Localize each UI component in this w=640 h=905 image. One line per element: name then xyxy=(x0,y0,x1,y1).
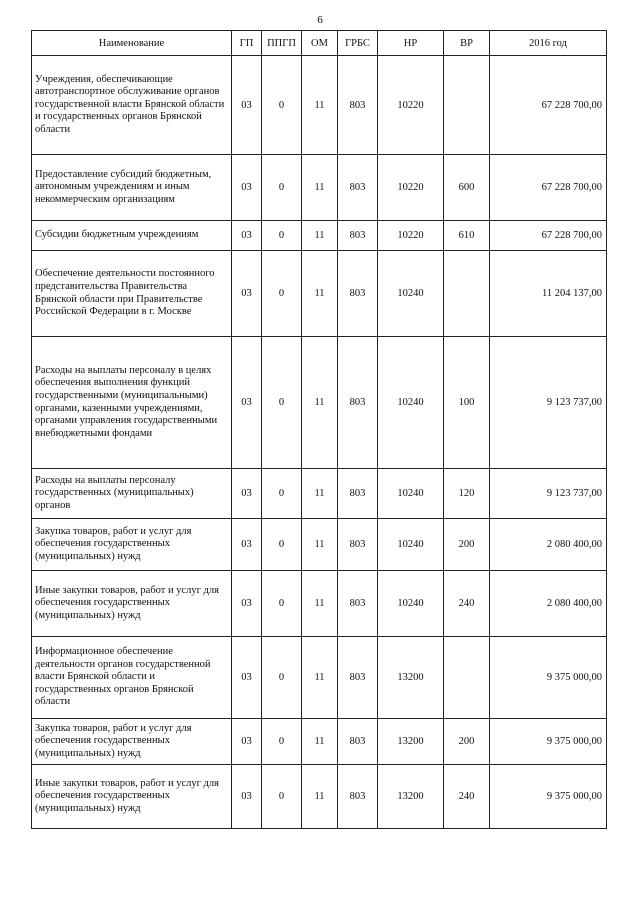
row-grbs: 803 xyxy=(338,469,378,519)
row-vr xyxy=(444,56,490,155)
row-nr: 13200 xyxy=(378,637,444,719)
row-om: 11 xyxy=(302,519,338,571)
row-ppgp: 0 xyxy=(262,469,302,519)
table-row xyxy=(32,519,607,571)
column-header-vr: ВР xyxy=(444,31,490,56)
row-om: 11 xyxy=(302,155,338,221)
row-amount: 9 375 000,00 xyxy=(490,719,607,765)
row-amount: 9 123 737,00 xyxy=(490,337,607,469)
row-amount: 9 375 000,00 xyxy=(490,765,607,829)
row-grbs: 803 xyxy=(338,765,378,829)
row-gp: 03 xyxy=(232,251,262,337)
row-ppgp: 0 xyxy=(262,571,302,637)
row-vr: 120 xyxy=(444,469,490,519)
row-name: Информационное обеспечение деятельности органов государственной власти Брянской области и государственных органов Брянской области xyxy=(32,637,232,719)
row-ppgp: 0 xyxy=(262,637,302,719)
row-grbs: 803 xyxy=(338,221,378,251)
row-nr: 10240 xyxy=(378,571,444,637)
row-nr: 10240 xyxy=(378,469,444,519)
row-grbs: 803 xyxy=(338,571,378,637)
page-number: 6 xyxy=(317,14,323,26)
row-name: Закупка товаров, работ и услуг для обеспечения государственных (муниципальных) нужд xyxy=(32,519,232,571)
row-grbs: 803 xyxy=(338,637,378,719)
row-ppgp: 0 xyxy=(262,251,302,337)
row-ppgp: 0 xyxy=(262,337,302,469)
row-vr: 200 xyxy=(444,519,490,571)
row-vr: 200 xyxy=(444,719,490,765)
table-row xyxy=(32,251,607,337)
column-header-grbs: ГРБС xyxy=(338,31,378,56)
row-om: 11 xyxy=(302,251,338,337)
column-header-gp: ГП xyxy=(232,31,262,56)
column-header-nr: НР xyxy=(378,31,444,56)
column-header-year: 2016 год xyxy=(490,31,607,56)
row-ppgp: 0 xyxy=(262,519,302,571)
row-om: 11 xyxy=(302,337,338,469)
row-om: 11 xyxy=(302,765,338,829)
row-amount: 9 123 737,00 xyxy=(490,469,607,519)
row-nr: 13200 xyxy=(378,765,444,829)
row-nr: 13200 xyxy=(378,719,444,765)
row-gp: 03 xyxy=(232,221,262,251)
row-amount: 2 080 400,00 xyxy=(490,571,607,637)
row-name: Учреждения, обеспечивающие автотранспортное обслуживание органов государственной власти Брянской области и государственных органов Брянской области xyxy=(32,56,232,155)
row-gp: 03 xyxy=(232,155,262,221)
row-gp: 03 xyxy=(232,719,262,765)
table-row xyxy=(32,337,607,469)
table-row xyxy=(32,221,607,251)
row-amount: 67 228 700,00 xyxy=(490,221,607,251)
row-vr: 240 xyxy=(444,571,490,637)
row-nr: 10240 xyxy=(378,337,444,469)
row-amount: 2 080 400,00 xyxy=(490,519,607,571)
row-name: Субсидии бюджетным учреждениям xyxy=(32,221,232,251)
row-gp: 03 xyxy=(232,571,262,637)
row-grbs: 803 xyxy=(338,56,378,155)
row-nr: 10240 xyxy=(378,519,444,571)
row-name: Расходы на выплаты персоналу в целях обеспечения выполнения функций государственными (муниципальными) органами, казенными учреждениями, органами управления государственными внебюджетными фондами xyxy=(32,337,232,469)
table-header-row xyxy=(32,31,607,56)
row-vr: 600 xyxy=(444,155,490,221)
row-gp: 03 xyxy=(232,56,262,155)
table-row xyxy=(32,637,607,719)
row-ppgp: 0 xyxy=(262,765,302,829)
row-om: 11 xyxy=(302,469,338,519)
row-gp: 03 xyxy=(232,469,262,519)
row-vr: 610 xyxy=(444,221,490,251)
row-name: Иные закупки товаров, работ и услуг для обеспечения государственных (муниципальных) нужд xyxy=(32,765,232,829)
row-amount: 9 375 000,00 xyxy=(490,637,607,719)
row-name: Иные закупки товаров, работ и услуг для обеспечения государственных (муниципальных) нужд xyxy=(32,571,232,637)
table-row xyxy=(32,571,607,637)
row-gp: 03 xyxy=(232,337,262,469)
row-ppgp: 0 xyxy=(262,155,302,221)
row-amount: 67 228 700,00 xyxy=(490,56,607,155)
row-name: Предоставление субсидий бюджетным, автономным учреждениям и иным некоммерческим организациям xyxy=(32,155,232,221)
row-nr: 10220 xyxy=(378,155,444,221)
column-header-om: ОМ xyxy=(302,31,338,56)
row-vr xyxy=(444,251,490,337)
row-name: Закупка товаров, работ и услуг для обеспечения государственных (муниципальных) нужд xyxy=(32,719,232,765)
row-ppgp: 0 xyxy=(262,221,302,251)
row-ppgp: 0 xyxy=(262,56,302,155)
row-name: Расходы на выплаты персоналу государственных (муниципальных) органов xyxy=(32,469,232,519)
row-vr xyxy=(444,637,490,719)
column-header-ppgp: ППГП xyxy=(262,31,302,56)
row-ppgp: 0 xyxy=(262,719,302,765)
row-grbs: 803 xyxy=(338,155,378,221)
row-grbs: 803 xyxy=(338,719,378,765)
row-om: 11 xyxy=(302,56,338,155)
row-nr: 10220 xyxy=(378,221,444,251)
row-amount: 11 204 137,00 xyxy=(490,251,607,337)
row-om: 11 xyxy=(302,571,338,637)
row-vr: 240 xyxy=(444,765,490,829)
row-gp: 03 xyxy=(232,519,262,571)
row-om: 11 xyxy=(302,719,338,765)
row-grbs: 803 xyxy=(338,251,378,337)
row-grbs: 803 xyxy=(338,519,378,571)
row-name: Обеспечение деятельности постоянного представительства Правительства Брянской области при Правительстве Российской Федерации в г. Москве xyxy=(32,251,232,337)
row-nr: 10220 xyxy=(378,56,444,155)
table-row xyxy=(32,765,607,829)
budget-table xyxy=(31,30,607,829)
table-row xyxy=(32,469,607,519)
column-header-name: Наименование xyxy=(32,31,232,56)
row-amount: 67 228 700,00 xyxy=(490,155,607,221)
row-om: 11 xyxy=(302,637,338,719)
table-row xyxy=(32,56,607,155)
table-row xyxy=(32,155,607,221)
row-grbs: 803 xyxy=(338,337,378,469)
row-om: 11 xyxy=(302,221,338,251)
table-row xyxy=(32,719,607,765)
row-gp: 03 xyxy=(232,765,262,829)
row-vr: 100 xyxy=(444,337,490,469)
row-nr: 10240 xyxy=(378,251,444,337)
row-gp: 03 xyxy=(232,637,262,719)
